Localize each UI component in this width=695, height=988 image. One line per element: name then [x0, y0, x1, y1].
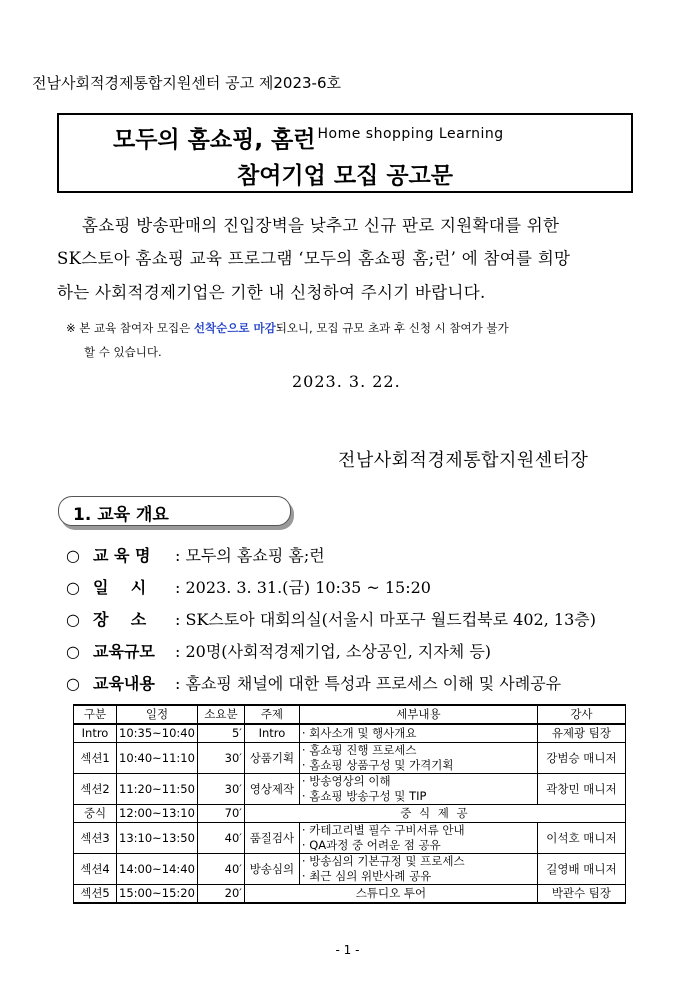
- announcement-date: 2023. 3. 22.: [292, 372, 401, 391]
- detail-line: · 홈쇼핑 진행 프로세스: [301, 743, 417, 757]
- circle-bullet-icon: ○: [66, 674, 80, 693]
- cell-division: 섹션1: [74, 743, 117, 774]
- cell-lecturer: 유제광 팀장: [537, 724, 625, 743]
- detail-line: · 홈쇼핑 방송구성 및 TIP: [301, 789, 427, 803]
- detail-line: · 방송심의 기본규정 및 프로세스: [301, 854, 465, 868]
- detail-line: · 홈쇼핑 상품구성 및 가격기획: [301, 758, 454, 772]
- overview-label: 교육내용: [93, 674, 155, 693]
- issuer-name: 전남사회적경제통합지원센터장: [338, 450, 589, 471]
- column-header: 강사: [537, 705, 625, 724]
- cell-merged: 중 식 제 공: [244, 805, 625, 823]
- cell-lecturer: 곽창민 매니저: [537, 774, 625, 805]
- circle-bullet-icon: ○: [66, 642, 80, 661]
- note-highlight: 선착순으로 마감: [193, 321, 276, 335]
- overview-value: : 홈쇼핑 채널에 대한 특성과 프로세스 이해 및 사례공유: [175, 674, 562, 693]
- overview-item-name: [66, 543, 325, 566]
- overview-label: 교육규모: [93, 642, 155, 661]
- title-superscript: Home shopping Learning: [317, 126, 504, 142]
- schedule-table: [73, 704, 626, 904]
- detail-line: · 회사소개 및 행사개요: [301, 726, 417, 740]
- overview-item-scale: [66, 639, 491, 662]
- cell-division: 섹션2: [74, 774, 117, 805]
- intro-line-1: 홈쇼핑 방송판매의 진입장벽을 낮추고 신규 판로 지원확대를 위한: [82, 216, 560, 235]
- table-row: [74, 774, 626, 805]
- cell-time: 10:40~11:10: [117, 743, 198, 774]
- cell-topic: 품질검사: [244, 823, 299, 854]
- detail-line: · 최근 심의 위반사례 공유: [301, 869, 432, 883]
- title-line2: 참여기업 모집 공고문: [237, 163, 453, 189]
- detail-line: · 방송영상의 이해: [301, 774, 391, 788]
- notice-note: [66, 316, 651, 364]
- table-row: [74, 743, 626, 774]
- cell-topic: 상품기획: [244, 743, 299, 774]
- circle-bullet-icon: ○: [66, 546, 80, 565]
- cell-time: 12:00~13:10: [117, 805, 198, 823]
- section-title: 1. 교육 개요: [73, 505, 169, 525]
- cell-duration: 20′: [197, 885, 244, 904]
- overview-label: 장 소: [93, 610, 147, 629]
- note-line2: 할 수 있습니다.: [84, 345, 162, 359]
- column-header: 소요분: [197, 705, 244, 724]
- cell-details: [299, 743, 537, 774]
- cell-topic: 영상제작: [244, 774, 299, 805]
- cell-lecturer: 박관수 팀장: [537, 885, 625, 904]
- cell-duration: 30′: [197, 774, 244, 805]
- overview-label: 교 육 명: [93, 546, 151, 565]
- cell-division: 섹션3: [74, 823, 117, 854]
- intro-line-2: SK스토아 홈쇼핑 교육 프로그램 ‘모두의 홈쇼핑 홈;런’ 에 참여를 희망: [57, 249, 571, 268]
- cell-topic: 방송심의: [244, 854, 299, 885]
- cell-duration: 40′: [197, 854, 244, 885]
- note-suffix: 되오니, 모집 규모 초과 후 신청 시 참여가 불가: [275, 321, 509, 335]
- table-header-row: [74, 705, 626, 724]
- circle-bullet-icon: ○: [66, 610, 80, 629]
- table-row: [74, 885, 626, 904]
- title-box: [57, 113, 633, 193]
- intro-line-3: 하는 사회적경제기업은 기한 내 신청하여 주시기 바랍니다.: [57, 283, 486, 302]
- table-row: [74, 805, 626, 823]
- cell-duration: 30′: [197, 743, 244, 774]
- cell-topic: Intro: [244, 724, 299, 743]
- column-header: 일정: [117, 705, 198, 724]
- column-header: 구분: [74, 705, 117, 724]
- table-row: [74, 724, 626, 743]
- cell-details: [299, 823, 537, 854]
- cell-division: 섹션4: [74, 854, 117, 885]
- cell-details: [299, 854, 537, 885]
- overview-value: : SK스토아 대회의실(서울시 마포구 월드컵북로 402, 13층): [175, 610, 596, 629]
- column-header: 세부내용: [299, 705, 537, 724]
- table-row: [74, 823, 626, 854]
- cell-details: [299, 724, 537, 743]
- overview-value: : 2023. 3. 31.(금) 10:35 ~ 15:20: [175, 578, 431, 597]
- overview-value: : 20명(사회적경제기업, 소상공인, 지자체 등): [175, 642, 492, 661]
- table-row: [74, 854, 626, 885]
- cell-lecturer: 이석호 매니저: [537, 823, 625, 854]
- cell-duration: 70′: [197, 805, 244, 823]
- page-number: - 1 -: [335, 943, 360, 957]
- overview-value: : 모두의 홈쇼핑 홈;런: [175, 546, 325, 565]
- cell-duration: 5′: [197, 724, 244, 743]
- cell-details: [299, 774, 537, 805]
- overview-item-location: [66, 607, 596, 630]
- overview-label: 일 시: [93, 578, 147, 597]
- cell-merged: 스튜디오 투어: [244, 885, 537, 904]
- note-prefix: ※ 본 교육 참여자 모집은: [66, 321, 194, 335]
- circle-bullet-icon: ○: [66, 578, 80, 597]
- detail-line: · 카테고리별 필수 구비서류 안내: [301, 823, 465, 837]
- cell-time: 11:20~11:50: [117, 774, 198, 805]
- detail-line: · QA과정 중 어려운 점 공유: [301, 838, 441, 852]
- title-main: 모두의 홈쇼핑, 홈런: [113, 127, 316, 153]
- cell-division: 섹션5: [74, 885, 117, 904]
- cell-time: 14:00~14:40: [117, 854, 198, 885]
- section-heading: [58, 496, 291, 526]
- announcement-number: 전남사회적경제통합지원센터 공고 제2023-6호: [32, 74, 341, 92]
- cell-duration: 40′: [197, 823, 244, 854]
- cell-time: 10:35~10:40: [117, 724, 198, 743]
- column-header: 주제: [244, 705, 299, 724]
- overview-item-datetime: [66, 575, 431, 598]
- cell-time: 13:10~13:50: [117, 823, 198, 854]
- cell-time: 15:00~15:20: [117, 885, 198, 904]
- cell-lecturer: 길영배 매니저: [537, 854, 625, 885]
- overview-item-content: [66, 671, 561, 694]
- cell-division: Intro: [74, 724, 117, 743]
- cell-division: 중식: [74, 805, 117, 823]
- cell-lecturer: 강범승 매니저: [537, 743, 625, 774]
- title-line1: [113, 121, 504, 154]
